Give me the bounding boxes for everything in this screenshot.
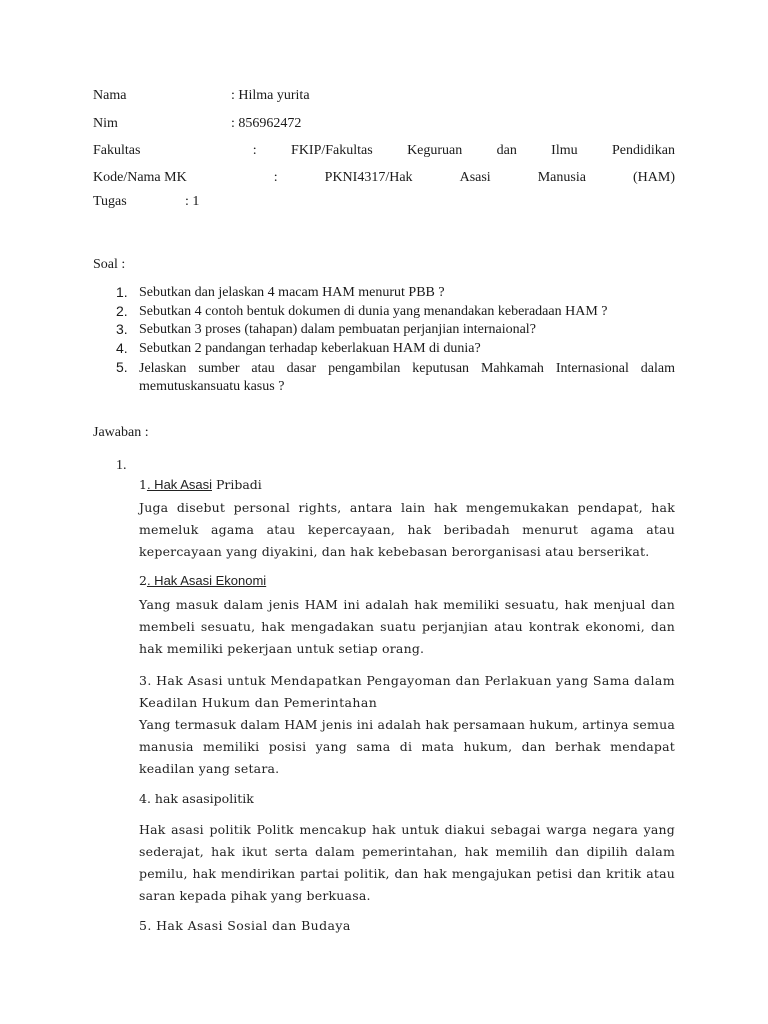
heading-rest: Pribadi <box>211 477 262 492</box>
fakultas-word: FKIP/Fakultas <box>291 143 373 158</box>
tugas-label: Tugas <box>93 194 127 209</box>
question-number: 1. <box>116 284 128 300</box>
soal-title: Soal : <box>93 257 126 272</box>
answer-paragraph-1: Juga disebut personal rights, antara lain hak mengemukakan pendapat, hak memeluk agama atau kepercayaan, hak beribadah menurut agama atau kepercayaan yang diyakini, dan hak kebebasan berorganisasi atau berserikat. <box>139 500 675 559</box>
heading-number: 2 <box>139 573 147 588</box>
nim-label: Nim <box>93 116 118 131</box>
answer-paragraph-3: Yang termasuk dalam HAM jenis ini adalah hak persamaan hukum, artinya semua manusia memiliki posisi yang sama di mata hukum, dan berhak mendapat keadilan yang setara. <box>139 717 675 776</box>
question-text: Sebutkan 2 pandangan terhadap keberlakuan HAM di dunia? <box>139 341 481 356</box>
fakultas-word: Pendidikan <box>611 143 675 158</box>
kode-colon: : <box>273 170 278 185</box>
kode-word: Asasi <box>459 170 491 185</box>
nim-value: : 856962472 <box>231 116 302 131</box>
answer-paragraph-4: Hak asasi politik Politk mencakup hak untuk diakui sebagai warga negara yang sederajat, hak ikut serta dalam pemerintahan, hak memilih dan dipilih dalam pemilu, hak mendirikan partai politik, dan hak mengajukan petisi dan kritik atau saran kepada pihak yang berkuasa. <box>139 822 675 903</box>
fakultas-word: Keguruan <box>407 143 463 158</box>
fakultas-colon: : <box>252 143 257 158</box>
jawaban-title: Jawaban : <box>93 425 149 440</box>
fakultas-row <box>93 143 675 159</box>
nama-label: Nama <box>93 88 127 103</box>
question-number: 3. <box>116 321 128 337</box>
answer-heading-5: 5. Hak Asasi Sosial dan Budaya <box>139 918 351 933</box>
kode-word: (HAM) <box>632 170 675 185</box>
fakultas-word: dan <box>496 143 517 158</box>
question-number: 4. <box>116 340 128 356</box>
question-text: Jelaskan sumber atau dasar pengambilan keputusan Mahkamah Internasional dalam memutuskansuatu kasus ? <box>139 361 675 394</box>
heading-number: 1 <box>139 477 147 492</box>
kode-label: Kode/Nama MK <box>93 170 187 185</box>
answer-heading-3: 3. Hak Asasi untuk Mendapatkan Pengayoman dan Perlakuan yang Sama dalam Keadilan Hukum dan Pemerintahan <box>139 673 675 710</box>
question-text: Sebutkan 3 proses (tahapan) dalam pembuatan perjanjian internaional? <box>139 322 536 337</box>
kode-row <box>93 170 675 186</box>
question-number: 2. <box>116 303 128 319</box>
heading-underlined: . Hak Asasi Ekonomi <box>146 573 267 588</box>
tugas-value: : 1 <box>185 194 200 209</box>
kode-word: Manusia <box>537 170 586 185</box>
answer-heading-1 <box>139 477 262 492</box>
fakultas-label: Fakultas <box>93 143 141 158</box>
question-text: Sebutkan 4 contoh bentuk dokumen di dunia yang menandakan keberadaan HAM ? <box>139 304 608 319</box>
answer-list-number: 1. <box>116 458 127 473</box>
answer-heading-2 <box>139 573 266 588</box>
answer-heading-4: 4. hak asasipolitik <box>139 791 254 806</box>
fakultas-word: Ilmu <box>551 143 578 158</box>
question-number: 5. <box>116 359 128 375</box>
kode-word: PKNI4317/Hak <box>324 170 413 185</box>
heading-underlined: . Hak Asasi <box>146 477 212 492</box>
answer-paragraph-2: Yang masuk dalam jenis HAM ini adalah hak memiliki sesuatu, hak menjual dan membeli sesuatu, hak mengadakan suatu perjanjian atau kontrak ekonomi, dan hak memiliki pekerjaan untuk setiap orang. <box>139 597 675 656</box>
nama-value: : Hilma yurita <box>231 88 310 103</box>
question-text: Sebutkan dan jelaskan 4 macam HAM menurut PBB ? <box>139 285 445 300</box>
